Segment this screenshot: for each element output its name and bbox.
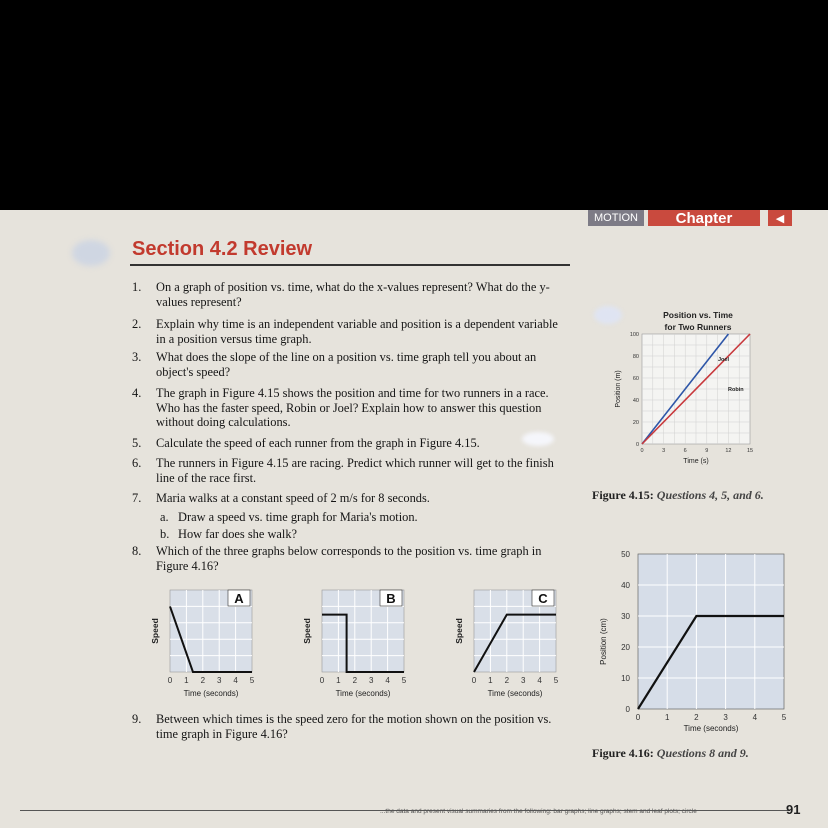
- chapter-arrow-icon: ◀: [768, 210, 792, 226]
- y-tick-label: 40: [632, 398, 639, 404]
- x-tick-label: 3: [216, 676, 222, 685]
- x-tick-label: 2: [200, 676, 206, 685]
- x-axis-label: Time (seconds): [683, 724, 739, 733]
- x-tick-label: 4: [752, 713, 758, 722]
- x-tick-label: 1: [336, 676, 341, 685]
- y-tick-label: 10: [621, 674, 630, 683]
- textbook-page: MOTION Chapter ◀ Section 4.2 Review 1. On a graph of position vs. time, what do the x-values represent? What do the y-values represent? 2. Explain why time is an independent variable and position is a dependent variable in a position versus time graph. 3. What does the slope of the line on a position vs. time graph tell you about an object's speed? 4. The graph in Figure 4.15 shows the position and time for two runners in a race. Who has the faster speed, Robin or Joel? Explain how to answer this question without doing calculations. 5. Calculate the speed of each runner from the graph in Figure 4.15. 6. The runners in Figure 4.15 are racing. Predict which runner will get to the finish line of the race first. 7. Maria walks at a constant speed of 2 m/s for 8 seconds. a. Draw a speed vs. time graph for Maria's motion. b. How far does she walk? 8. Which of the three graphs below corresponds to the position vs. time graph in Figure 4.16? 9. Between which times is the speed zero for the motion shown on the position vs. time graph in Figure 4.16? A 0 1 2 3 4 5 Time (seconds) Speed B 0 1 2 3 4 5 Time (seconds) Speed C 0 1 2 3 4 5 Time (seconds) Speed Position vs. Time for Two Runners 0 20 40 60 80 100 0 3 6 9 12 15 Time (s) Position (m) Joel Robin Figure 4.15: Questions 4, 5, and 6. 0 10 20 30 40 50 0 1 2 3 4 5 Time (seconds) Position (cm) Figure 4.16: Questions 8 and 9. ...the data and present visual summaries from the following: bar graphs; line graphs; stem and leaf plots; circle 91: [0, 210, 828, 828]
- x-tick-label: 1: [488, 676, 493, 685]
- chart-title: Position vs. Time: [663, 310, 733, 320]
- figure-4-16-caption: [592, 746, 749, 761]
- graph-c: [454, 590, 559, 698]
- section-title: Section 4.2 Review: [132, 238, 313, 260]
- chart-title: for Two Runners: [664, 322, 732, 332]
- y-axis-label: Speed: [454, 618, 464, 644]
- x-axis-label: Time (seconds): [183, 689, 239, 698]
- y-tick-label: 80: [632, 354, 639, 360]
- x-tick-label: 5: [781, 713, 787, 722]
- title-rule: [130, 264, 570, 266]
- x-tick-label: 4: [385, 676, 390, 685]
- x-tick-label: 2: [504, 676, 510, 685]
- x-tick-label: 3: [662, 448, 666, 454]
- x-tick-label: 5: [553, 676, 559, 685]
- x-axis-label: Time (seconds): [335, 689, 391, 698]
- x-tick-label: 4: [537, 676, 542, 685]
- blurred-spot: [72, 240, 110, 266]
- x-tick-label: 9: [705, 448, 709, 454]
- plot-area: [638, 554, 784, 709]
- y-tick-label: 50: [621, 550, 630, 559]
- x-tick-label: 3: [723, 713, 728, 722]
- motion-tab: MOTION: [588, 210, 644, 226]
- x-tick-label: 0: [635, 713, 641, 722]
- y-tick-label: 30: [621, 612, 630, 621]
- graph-a: [150, 590, 255, 698]
- x-tick-label: 1: [664, 713, 670, 722]
- legend-joel: Joel: [718, 357, 730, 363]
- x-axis-label: Time (s): [683, 458, 709, 465]
- x-tick-label: 12: [725, 448, 732, 454]
- y-tick-label: 40: [621, 581, 630, 590]
- figure-4-15: [615, 310, 753, 465]
- x-tick-label: 0: [167, 676, 173, 685]
- y-tick-label: 20: [621, 643, 630, 652]
- y-tick-label: 20: [632, 420, 639, 426]
- y-axis-label: Position (m): [615, 370, 622, 408]
- caption-label: Figure 4.15:: [592, 488, 654, 502]
- caption-label: Figure 4.16:: [592, 746, 654, 760]
- x-tick-label: 2: [352, 676, 358, 685]
- blurred-spot-3: [522, 432, 554, 446]
- x-tick-label: 0: [471, 676, 477, 685]
- figure-4-15-caption: [592, 488, 764, 503]
- x-tick-label: 5: [401, 676, 407, 685]
- y-axis-label: Speed: [150, 618, 160, 644]
- graph-label: A: [234, 591, 244, 606]
- x-tick-label: 5: [249, 676, 255, 685]
- page-number: 91: [786, 802, 801, 817]
- y-tick-label: 100: [629, 332, 639, 338]
- caption-note: Questions 8 and 9.: [656, 746, 749, 760]
- figure-4-16: [599, 550, 787, 733]
- y-tick-label: 60: [632, 376, 639, 382]
- x-tick-label: 3: [368, 676, 374, 685]
- caption-note: Questions 4, 5, and 6.: [656, 488, 764, 502]
- x-tick-label: 0: [319, 676, 325, 685]
- y-tick-label: 0: [625, 705, 630, 714]
- x-tick-label: 0: [640, 448, 644, 454]
- graph-label: B: [386, 591, 396, 606]
- legend-robin: Robin: [728, 387, 744, 393]
- y-axis-label: Speed: [302, 618, 312, 644]
- figure-4-15-chart: [600, 306, 780, 481]
- graph-label: C: [538, 591, 548, 606]
- x-axis-label: Time (seconds): [487, 689, 543, 698]
- y-tick-label: 0: [635, 442, 639, 448]
- x-tick-label: 3: [520, 676, 526, 685]
- x-tick-label: 6: [683, 448, 687, 454]
- x-tick-label: 15: [746, 448, 754, 454]
- graph-b: [302, 590, 407, 698]
- x-tick-label: 1: [184, 676, 189, 685]
- y-axis-label: Position (cm): [599, 618, 608, 665]
- chapter-tab: Chapter: [648, 210, 760, 226]
- small-graphs: [130, 580, 590, 715]
- figure-4-16-chart: [592, 540, 802, 740]
- footer-text: ...the data and present visual summaries from the following: bar graphs; line graphs; stem and leaf plots; circle: [380, 808, 697, 815]
- x-tick-label: 4: [233, 676, 238, 685]
- x-tick-label: 2: [694, 713, 699, 722]
